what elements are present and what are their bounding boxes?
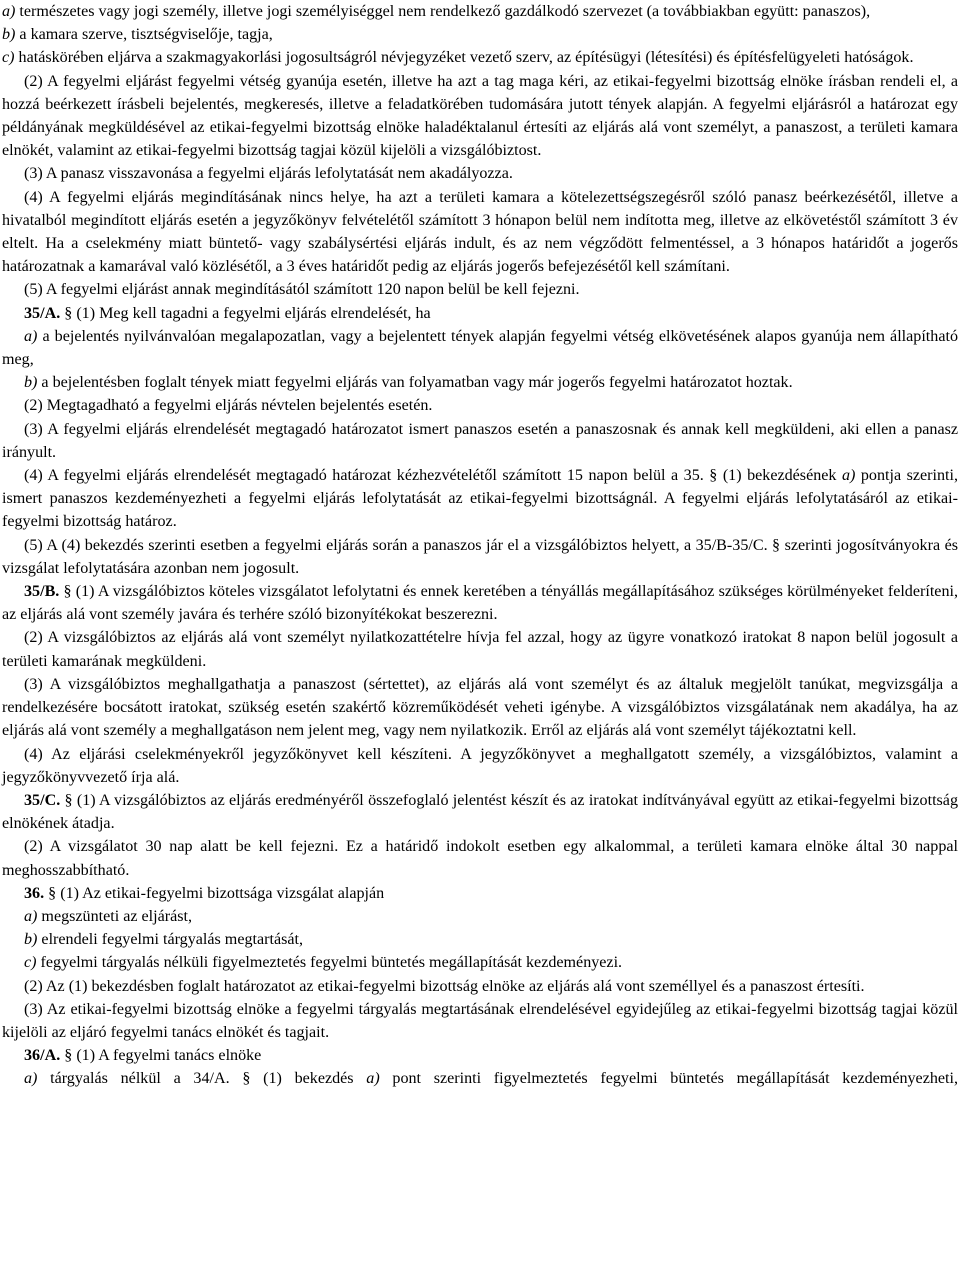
paragraph — [2, 789, 958, 835]
point-label: a) — [24, 1070, 38, 1088]
paragraph — [2, 1067, 958, 1090]
paragraph — [2, 464, 958, 534]
paragraph — [2, 162, 958, 185]
point-label: a) — [841, 467, 856, 485]
paragraph — [2, 23, 958, 46]
paragraph-text: (3) A fegyelmi eljárás elrendelését megtagadó határozatot ismert panaszos esetén a panaszosnak és annak kell megküldeni, aki ellen a panasz irányult. — [2, 420, 958, 461]
paragraph — [2, 1044, 958, 1067]
paragraph-text: (4) Az eljárási cselekményekről jegyzőkönyvet kell készíteni. A jegyzőkönyvet a meghallgatott személy, a vizsgálóbiztos, valamint a jegyzőkönyvvezető írja alá. — [2, 745, 958, 786]
paragraph-text: (5) A (4) bekezdés szerinti esetben a fegyelmi eljárás során a panaszos jár el a vizsgálóbiztos helyett, a 35/B-35/C. § szerinti jogosítványokra és vizsgálat lefolytatására azonban nem jogosult. — [2, 536, 958, 577]
paragraph — [2, 975, 958, 998]
paragraph — [2, 928, 958, 951]
section-number: 35/C. — [24, 791, 61, 809]
paragraph-text: pont szerinti figyelmeztetés fegyelmi büntetés megállapítását kezdeményezheti, — [379, 1070, 958, 1088]
paragraph-text: pontja szerinti, ismert panaszos kezdeményezheti a fegyelmi eljárás lefolytatását az etikai-fegyelmi bizottságnál. A fegyelmi eljárás lefolytatásáról az etikai-fegyelmi bizottság határoz. — [2, 467, 959, 531]
paragraph-text: hatáskörében eljárva a szakmagyakorlási jogosultságról névjegyzéket vezető szerv, az építésügyi (létesítési) és építésfelügyeleti hatóságok. — [14, 49, 914, 67]
point-label: a) — [366, 1070, 380, 1088]
paragraph — [2, 882, 958, 905]
paragraph-text: a kamara szerve, tisztségviselője, tagja, — [15, 26, 273, 44]
paragraph — [2, 580, 958, 626]
paragraph-text: § (1) A vizsgálóbiztos az eljárás eredményéről összefoglaló jelentést készít és az iratokat indítványával együtt az etikai-fegyelmi bizottság elnökének átadja. — [2, 791, 958, 833]
paragraph — [2, 905, 958, 928]
paragraph — [2, 835, 958, 881]
paragraph-text: (5) A fegyelmi eljárást annak megindításától számított 120 napon belül be kell fejezni. — [24, 281, 580, 299]
paragraph-text: (2) A fegyelmi eljárást fegyelmi vétség gyanúja esetén, illetve ha azt a tag maga kéri, az etikai-fegyelmi bizottság elnöke írásban rendeli el, a hozzá beérkezett írásbeli bejelentés, megkeresés, illetve a feladatkörében tudomására jutott tények alapján. A fegyelmi eljárásról a határozat egy példányának megküldésével az etikai-fegyelmi bizottság elnöke haladéktalanul értesíti az eljárás alá vont személyt, a panaszost, a területi kamara elnökét, valamint az etikai-fegyelmi bizottság tagjai közül kijelöli a vizsgálóbiztost. — [2, 72, 958, 160]
paragraph-text: § (1) A fegyelmi tanács elnöke — [60, 1047, 262, 1065]
paragraph — [2, 394, 958, 417]
paragraph — [2, 743, 958, 789]
paragraph-text: (2) A vizsgálatot 30 nap alatt be kell fejezni. Ez a határidő indokolt esetben egy alkalommal, a területi kamara elnöke által 30 nappal meghosszabbítható. — [2, 838, 958, 879]
paragraph-text: § (1) Az etikai-fegyelmi bizottsága vizsgálat alapján — [44, 884, 385, 902]
paragraph-text: § (1) Meg kell tagadni a fegyelmi eljárás elrendelését, ha — [60, 304, 431, 322]
paragraph — [2, 325, 958, 371]
paragraph-text: (3) A panasz visszavonása a fegyelmi eljárás lefolytatását nem akadályozza. — [24, 165, 513, 183]
section-number: 35/B. — [24, 583, 60, 601]
paragraph-text: (2) Megtagadható a fegyelmi eljárás névtelen bejelentés esetén. — [24, 397, 433, 415]
paragraph-text: (4) A fegyelmi eljárás elrendelését megtagadó határozat kézhezvételétől számított 15 napon belül a 35. § (1) bekezdésének — [24, 467, 842, 485]
section-number: 36/A. — [24, 1047, 61, 1065]
point-label: a) — [24, 907, 38, 925]
paragraph-text: a bejelentés nyilvánvalóan megalapozatlan, vagy a bejelentett tények alapján fegyelmi vétség elkövetésének alapos gyanúja nem állapítható meg, — [2, 327, 958, 369]
paragraph-text: (3) A vizsgálóbiztos meghallgathatja a panaszost (sértettet), az eljárás alá vont személyt és az általuk megjelölt tanúkat, megvizsgálja a rendelkezésére bocsátott iratokat, szükség esetén szakértő közreműködését veheti igénybe. A vizsgálóbiztos vizsgálatának nem akadálya, ha az eljárás alá vont személy a meghallgatáson nem jelent meg, vagy nem nyilatkozik. Erről az eljárás alá vont személyt tájékoztatni kell. — [2, 675, 958, 740]
point-label: b) — [24, 374, 38, 392]
paragraph-text: elrendeli fegyelmi tárgyalás megtartását, — [37, 931, 303, 949]
paragraph — [2, 951, 958, 974]
point-label: c) — [24, 954, 37, 972]
section-number: 35/A. — [24, 304, 61, 322]
paragraph-text: (2) A vizsgálóbiztos az eljárás alá vont személyt nyilatkozattételre hívja fel azzal, hogy az ügyre vonatkozó iratokat 8 napon belül jogosult a területi kamarának megküldeni. — [2, 629, 958, 670]
paragraph — [2, 673, 958, 743]
paragraph — [2, 998, 958, 1044]
paragraph — [2, 534, 958, 580]
paragraph-text: tárgyalás nélkül a 34/A. § (1) bekezdés — [37, 1070, 367, 1088]
paragraph-text: megszünteti az eljárást, — [37, 907, 193, 925]
paragraph — [2, 70, 958, 163]
paragraph — [2, 418, 958, 464]
paragraph — [2, 0, 958, 23]
point-label: b) — [24, 931, 38, 949]
paragraph — [2, 626, 958, 672]
section-number: 36. — [24, 884, 45, 902]
paragraph — [2, 371, 958, 394]
paragraph — [2, 278, 958, 301]
paragraph — [2, 302, 958, 325]
point-label: a) — [24, 327, 38, 345]
paragraph — [2, 46, 958, 69]
paragraph — [2, 186, 958, 279]
point-label: a) — [2, 3, 16, 20]
paragraph-text: (4) A fegyelmi eljárás megindításának nincs helye, ha azt a területi kamara a kötelezettségszegésről szóló panasz beérkezésétől, illetve a hivatalból megindított eljárás esetén a jegyzőkönyv felvételétől számított 3 hónapon belül nem indította meg, illetve az elkövetéstől számított 3 év eltelt. Ha a cselekmény miatt büntető- vagy szabálysértési eljárás indult, és az nem végződött felmentéssel, a 3 hónapos határidőt a jogerős határozatnak a kamarával való közlésétől, a 3 éves határidőt pedig az eljárás jogerős befejezésétől kell számítani. — [2, 188, 958, 276]
paragraph-text: fegyelmi tárgyalás nélküli figyelmeztetés fegyelmi büntetés megállapítását kezdeményezi. — [36, 954, 623, 972]
point-label: b) — [2, 26, 16, 44]
paragraph-text: a bejelentésben foglalt tények miatt fegyelmi eljárás van folyamatban vagy már jogerős fegyelmi határozatot hoztak. — [37, 374, 793, 392]
point-label: c) — [2, 49, 15, 67]
paragraph-text: (2) Az (1) bekezdésben foglalt határozatot az etikai-fegyelmi bizottság elnöke az eljárás alá vont személlyel és a panaszost értesíti. — [24, 977, 865, 995]
paragraph-text: természetes vagy jogi személy, illetve jogi személyiséggel nem rendelkező gazdálkodó szervezet (a továbbiakban együtt: panaszos), — [15, 3, 871, 20]
paragraph-text: (3) Az etikai-fegyelmi bizottság elnöke a fegyelmi tárgyalás megtartásának elrendelésével egyidejűleg az etikai-fegyelmi bizottság tagjai közül kijelöli az eljáró fegyelmi tanács elnökét és tagjait. — [2, 1000, 958, 1041]
paragraph-text: § (1) A vizsgálóbiztos köteles vizsgálatot lefolytatni és ennek keretében a tényállás megállapításához szükséges körülményeket felderíteni, az eljárás alá vont személy javára és terhére szóló bizonyítékokat beszerezni. — [2, 583, 958, 624]
